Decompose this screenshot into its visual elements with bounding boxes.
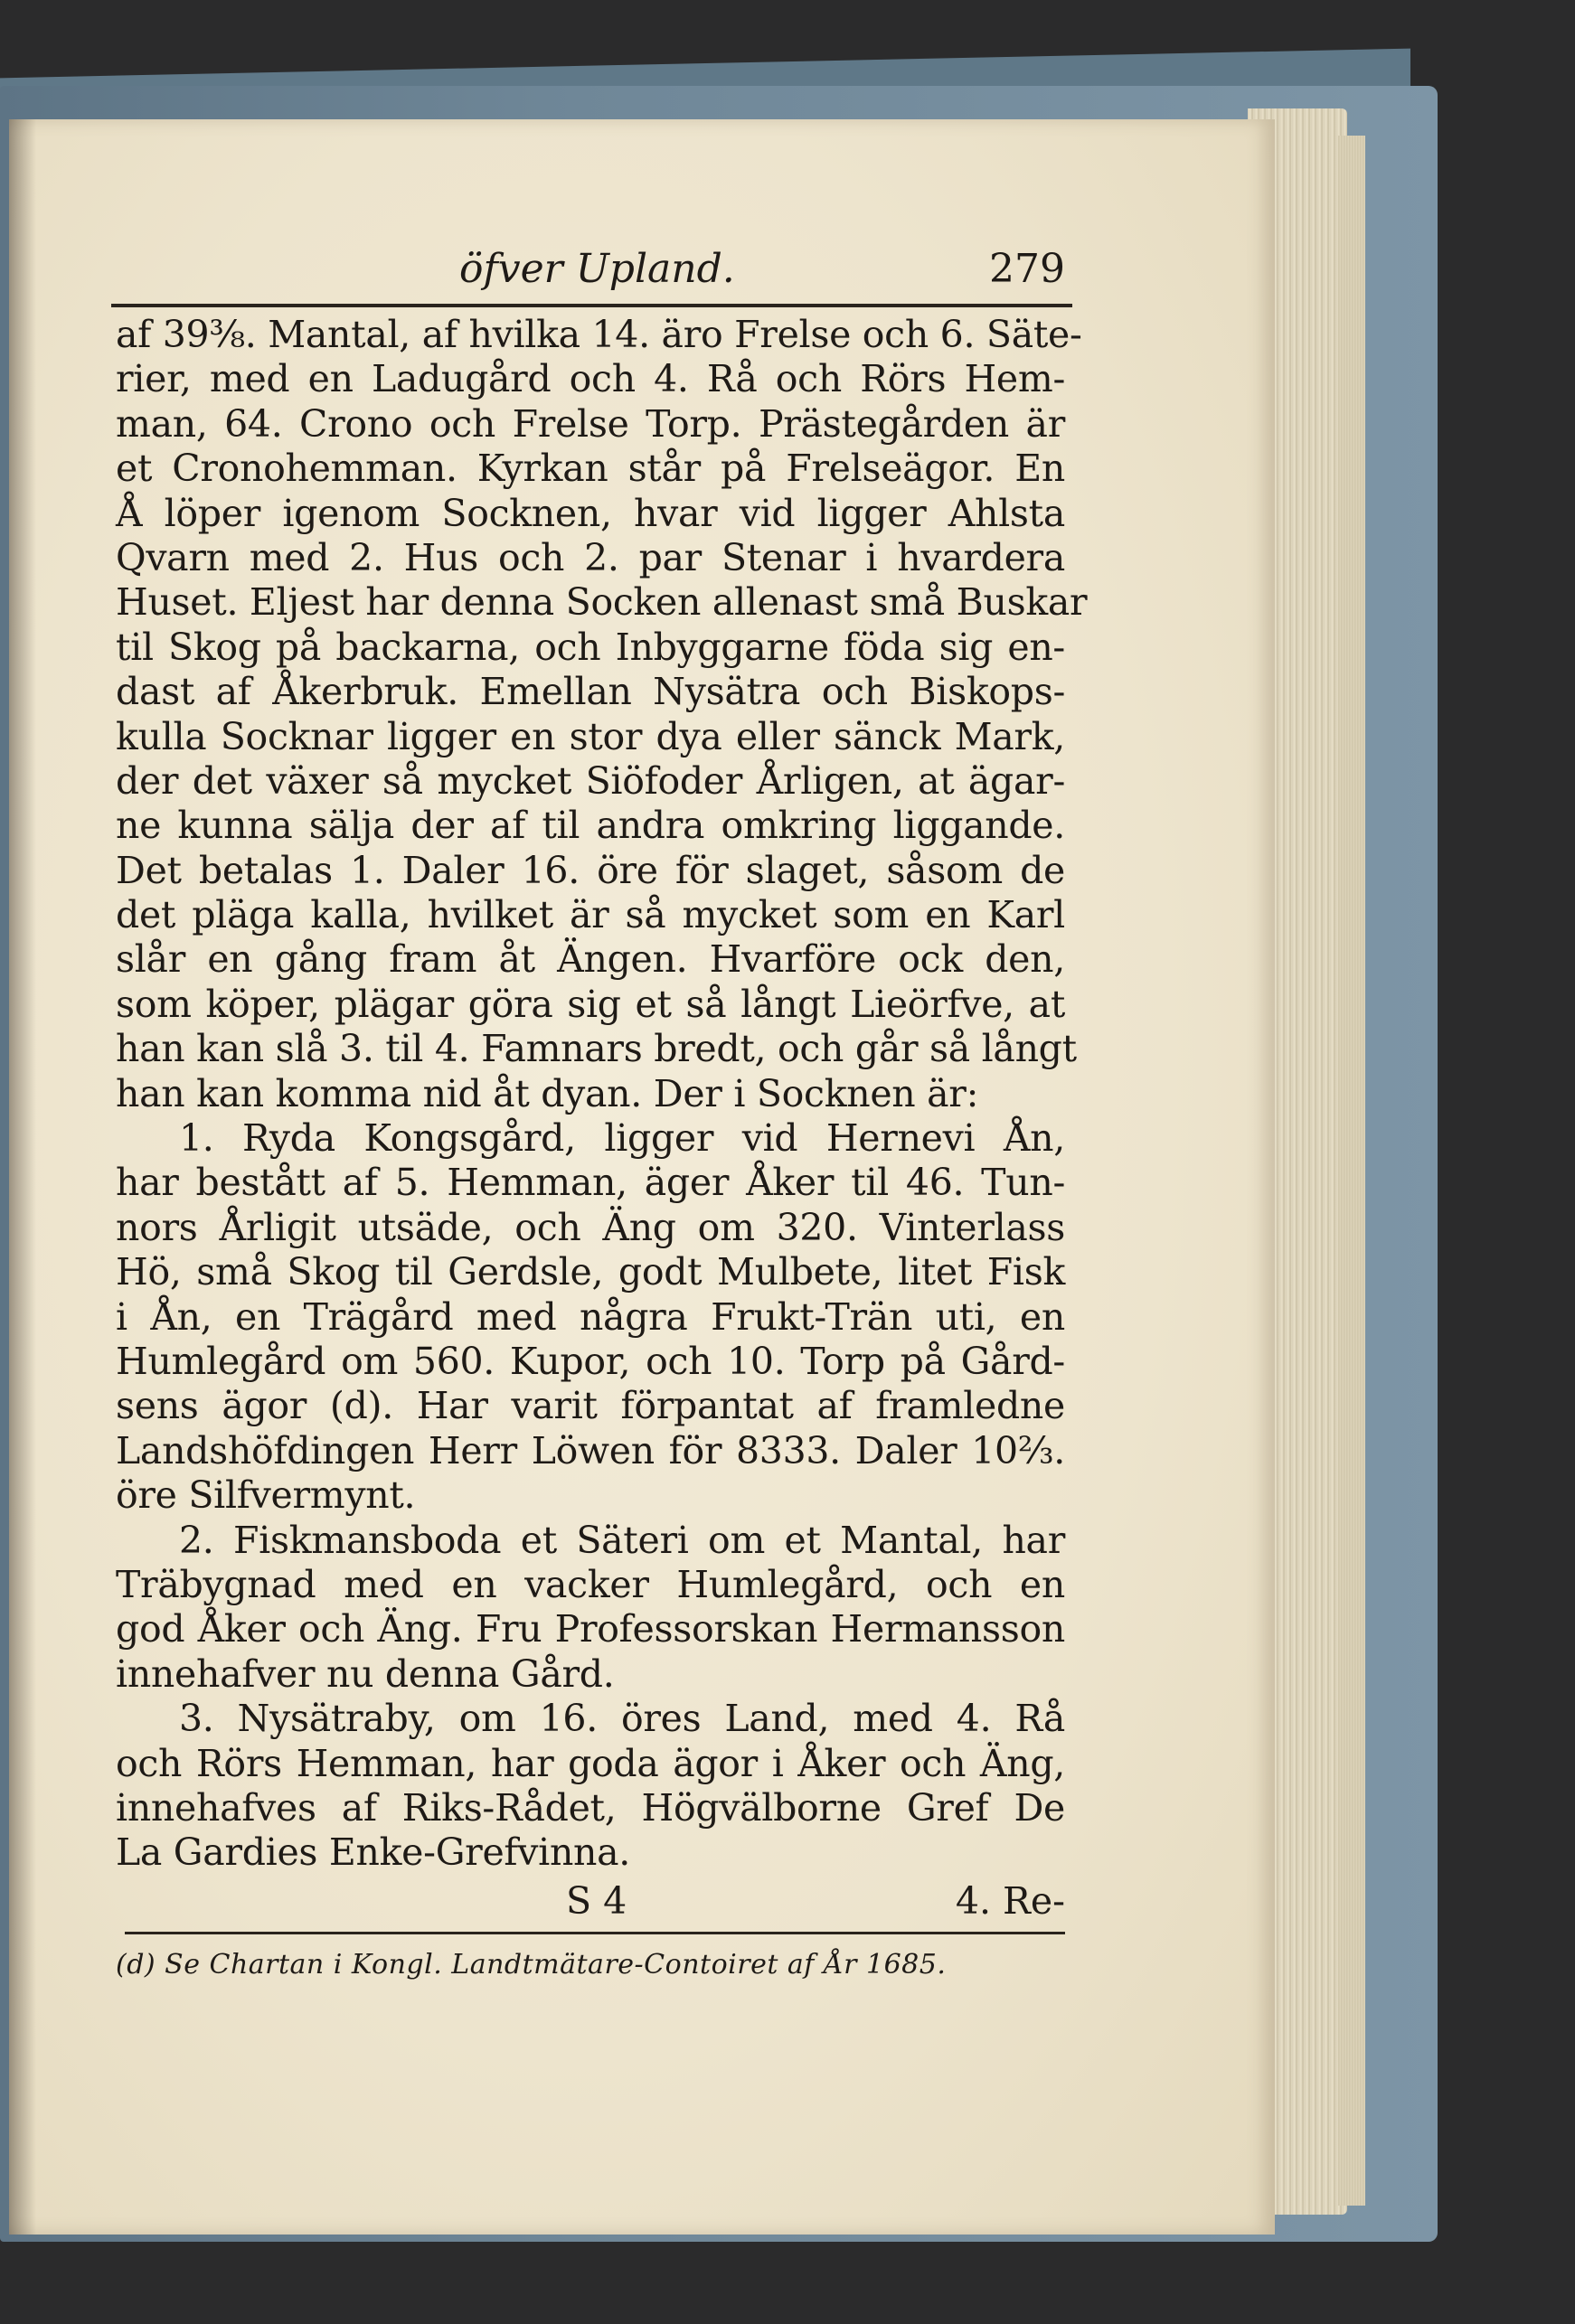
text-line: Huset. Eljest har denna Socken allenast små Buskar — [116, 580, 1088, 625]
text-line: öre Silfvermynt. — [116, 1473, 416, 1518]
running-header — [116, 242, 1065, 306]
text-line: et Cronohemman. Kyrkan står på Frelseägor. En — [116, 447, 1065, 491]
text-line: der det växer så mycket Siöfoder Årligen, at ägar- — [116, 758, 1065, 803]
text-line: Träbygnad med en vacker Humlegård, och en — [116, 1562, 1065, 1606]
text-line: man, 64. Crono och Frelse Torp. Prästegården är — [116, 401, 1065, 446]
text-line: innehafver nu denna Gård. — [116, 1651, 615, 1696]
text-line: sens ägor (d). Har varit förpantat af framledne — [116, 1384, 1065, 1428]
text-line: nors Årligit utsäde, och Äng om 320. Vinterlass — [116, 1205, 1065, 1249]
signature-mark: S 4 — [566, 1878, 627, 1923]
header-rule — [111, 304, 1072, 307]
text-line: af 39⅜. Mantal, af hvilka 14. äro Frelse och 6. Säte- — [116, 313, 1082, 356]
gutter-shadow — [9, 119, 36, 2235]
text-line: ne kunna sälja der af til andra omkring liggande. — [116, 804, 1065, 848]
body-text — [116, 313, 1088, 1876]
text-line: dast af Åkerbruk. Emellan Nysätra och Biskops- — [116, 670, 1065, 714]
text-line: god Åker och Äng. Fru Professorskan Hermansson — [116, 1607, 1065, 1651]
footnote: (d) Se Chartan i Kongl. Landtmätare-Contoiret af År 1685. — [116, 1948, 947, 1981]
text-line: Qvarn med 2. Hus och 2. par Stenar i hvardera — [116, 535, 1065, 579]
text-line: 2. Fiskmansboda et Säteri om et Mantal, har — [179, 1518, 1065, 1562]
page-number: 279 — [989, 246, 1065, 292]
text-line: och Rörs Hemman, har goda ägor i Åker och Äng, — [116, 1741, 1065, 1785]
text-line: Hö, små Skog til Gerdsle, godt Mulbete, litet Fisk — [116, 1250, 1065, 1294]
text-line: kulla Socknar ligger en stor dya eller sänck Mark, — [116, 714, 1065, 758]
running-title: öfver Upland. — [459, 246, 735, 292]
text-line: det pläga kalla, hvilket är så mycket som en Karl — [116, 893, 1065, 937]
text-line: i Ån, en Trägård med några Frukt-Trän uti, en — [116, 1294, 1065, 1339]
text-line: Landshöfdingen Herr Löwen för 8333. Daler 10⅔. — [116, 1428, 1065, 1472]
text-line: han kan slå 3. til 4. Famnars bredt, och går så långt — [116, 1027, 1077, 1071]
page-content — [116, 242, 1088, 1983]
footnote-rule — [125, 1932, 1065, 1934]
text-line: Å löper igenom Socknen, hvar vid ligger Ahlsta — [116, 491, 1065, 535]
signature-line — [116, 1879, 1065, 1924]
text-line: rier, med en Ladugård och 4. Rå och Rörs Hem- — [116, 357, 1065, 401]
text-line: Humlegård om 560. Kupor, och 10. Torp på Gård- — [116, 1339, 1065, 1383]
text-line: 1. Ryda Kongsgård, ligger vid Hernevi Ån, — [179, 1116, 1065, 1161]
text-line: til Skog på backarna, och Inbyggarne föda sig en- — [116, 625, 1065, 669]
text-line: han kan komma nid åt dyan. Der i Socknen är: — [116, 1071, 979, 1115]
text-line: som köper, plägar göra sig et så långt Lieörfve, at — [116, 982, 1065, 1026]
text-line: Det betalas 1. Daler 16. öre för slaget, såsom de — [116, 848, 1065, 892]
page-edges-outer — [1338, 136, 1365, 2206]
text-line: har bestått af 5. Hemman, äger Åker til 46. Tun- — [116, 1161, 1065, 1205]
catchword: 4. Re- — [955, 1878, 1065, 1923]
text-line: innehafves af Riks-Rådet, Högvälborne Gref De — [116, 1785, 1065, 1830]
text-line: 3. Nysätraby, om 16. öres Land, med 4. Rå — [179, 1697, 1065, 1741]
text-line: La Gardies Enke-Grefvinna. — [116, 1830, 631, 1875]
text-line: slår en gång fram åt Ängen. Hvarföre ock den, — [116, 937, 1065, 982]
